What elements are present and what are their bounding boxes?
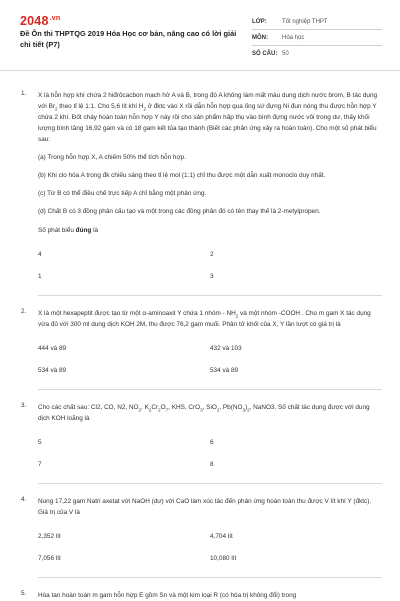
document-title: Đề Ôn thi THPTQG 2019 Hóa Học cơ bản, nâng cao có lời giải chi tiết (P7) — [20, 29, 237, 49]
answer-option[interactable]: 7,056 lít — [38, 555, 61, 562]
header-divider — [0, 70, 400, 71]
question-text: X là hỗn hợp khí chứa 2 hiđrôcacbon mạch hở A và B, trong đó A không làm mất màu dung dịch nước brom, B tác dụng với $Br_2$ theo tỉ lệ 1:1. Cho 5,6 lít khí $H_2$ ở đktc vào X rồi dẫn hỗn hợp qua ống sứ đựng Ni đun nóng thu được hỗn hợp Y chứa 2 khí. Đốt cháy hoàn toàn hỗn hợp Y này rồi cho sản phẩm hấp thụ vào bình đựng nước vôi trong dư, thấy khối lượng bình tăng 16,92 gam và có 18 gam kết tủa tạo thành (Biết các phản ứng xảy ra hoàn toàn). Cho một số phát biểu sau: — [38, 92, 378, 143]
question-divider — [38, 577, 382, 578]
prompt-suffix: là — [91, 227, 99, 234]
meta-row-subject — [252, 30, 382, 46]
answer-option[interactable]: 10,080 lít — [210, 555, 237, 562]
meta-label: LỚP: — [252, 18, 267, 25]
answer-option[interactable]: 534 và 89 — [38, 367, 67, 374]
answer-options — [38, 344, 382, 375]
answer-option[interactable]: 6 — [210, 439, 214, 446]
statement: (a) Trong hỗn hợp X, A chiếm 50% thể tích hỗn hợp. — [38, 154, 186, 161]
answer-option[interactable]: 4,704 lít — [210, 533, 233, 540]
statement: (b) Khi clo hóa A trong đk chiếu sáng theo tỉ lệ mol (1:1) chỉ thu được một dẫn xuất monoclo duy nhất. — [38, 172, 326, 179]
question-text: Cho các chất sau: Cl2, CO, N2, $NO_2$, $K_2Cr_2O_7$, KHS, CrO$_3$, SiO$_2$, $Pb(NO_3)_2$, NaNO3. Số chất tác dụng được với dung dịch KOH loãng là — [38, 404, 370, 422]
answer-option[interactable]: 2,352 lít — [38, 533, 61, 540]
page-header — [0, 0, 400, 70]
prompt-emphasis: đúng — [75, 227, 92, 234]
question-item — [0, 590, 400, 601]
answer-option[interactable]: 7 — [38, 461, 42, 468]
question-divider — [38, 389, 382, 390]
answer-option[interactable]: 4 — [38, 251, 42, 258]
answer-option[interactable]: 8 — [210, 461, 214, 468]
question-list — [0, 78, 400, 601]
site-logo[interactable] — [20, 14, 60, 28]
question-number: 4. — [21, 496, 27, 503]
question-text: Nung 17,22 gam Natri axetat với NaOH (dư) với CaO làm xúc tác đến phản ứng hoàn toàn thu được V lít khí Y (đktc). Giá trị của V là — [38, 498, 372, 516]
meta-value: 50 — [282, 50, 289, 57]
question-number: 2. — [21, 308, 27, 315]
question-number: 3. — [21, 402, 27, 409]
question-text: X là một hexapeptit được tạo từ một α-aminoaxit Y chứa 1 nhóm - $NH_2$ và một nhóm -COOH . Cho m gam X tác dụng vừa đủ với 300 ml dung dịch KOH 2M, thu được 76,2 gam muối. Phân tử khối của X, Y lần lượt có giá trị là — [38, 310, 371, 328]
prompt-prefix: Số phát biểu — [38, 227, 76, 234]
meta-row-count — [252, 46, 382, 61]
answer-options — [38, 438, 382, 469]
answer-option[interactable]: 2 — [210, 251, 214, 258]
logo-tld: .vn — [49, 14, 61, 22]
question-number: 1. — [21, 90, 27, 97]
question-prompt — [38, 225, 382, 236]
question-item — [0, 402, 400, 484]
question-number: 5. — [21, 590, 27, 597]
meta-table — [252, 14, 382, 61]
logo-text: 2048 — [20, 14, 49, 28]
answer-options — [38, 250, 382, 281]
answer-options — [38, 532, 382, 563]
question-divider — [38, 483, 382, 484]
meta-label: SỐ CÂU: — [252, 50, 278, 57]
meta-row-class — [252, 14, 382, 30]
question-divider — [38, 295, 382, 296]
meta-label: MÔN: — [252, 34, 268, 41]
answer-option[interactable]: 444 và 89 — [38, 345, 67, 352]
question-text: Hòa tan hoàn toàn m gam hỗn hợp E gồm Sn và một kim loại R (có hóa trị không đổi) trong — [38, 592, 297, 599]
question-item — [0, 90, 400, 296]
meta-value: Hóa học — [282, 34, 305, 41]
answer-option[interactable]: 1 — [38, 273, 42, 280]
answer-option[interactable]: 5 — [38, 439, 42, 446]
answer-option[interactable]: 432 và 103 — [210, 345, 242, 352]
answer-option[interactable]: 3 — [210, 273, 214, 280]
question-item — [0, 496, 400, 578]
meta-value: Tốt nghiệp THPT — [282, 18, 328, 25]
question-item — [0, 308, 400, 390]
answer-option[interactable]: 534 và 89 — [210, 367, 239, 374]
statement: (d) Chất B có 3 đồng phân cấu tạo và một trong các đồng phân đó có tên thay thế là 2-metylpropen. — [38, 208, 321, 215]
statement: (c) Từ B có thể điều chế trực tiếp A chỉ bằng một phản ứng. — [38, 190, 207, 197]
